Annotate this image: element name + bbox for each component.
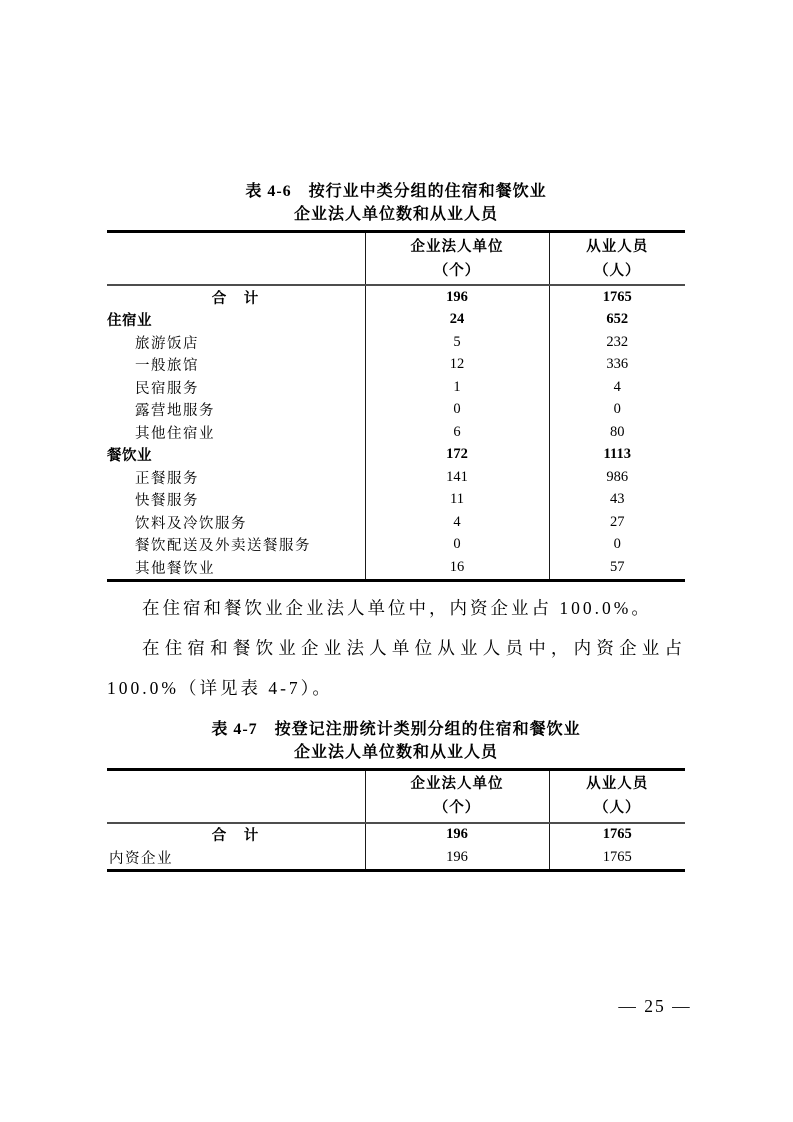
header-persons <box>549 232 685 286</box>
row-units-value: 6 <box>365 421 549 444</box>
table-row <box>107 399 685 422</box>
header-units <box>365 232 549 286</box>
header-persons <box>549 769 685 823</box>
row-units-value: 196 <box>365 823 549 847</box>
table-row <box>107 823 685 847</box>
row-label: 一般旅馆 <box>135 358 199 375</box>
table-row <box>107 376 685 399</box>
row-units-value: 0 <box>365 534 549 557</box>
header-stub-cell <box>107 769 365 823</box>
table-row <box>107 846 685 870</box>
header-units <box>365 769 549 823</box>
row-label: 合 计 <box>211 828 260 845</box>
row-persons-value: 1113 <box>549 444 685 467</box>
row-persons-value: 986 <box>549 466 685 489</box>
row-persons-value: 1765 <box>549 823 685 847</box>
header-persons-line2: （人） <box>594 262 641 279</box>
body-paragraph-1-text: 在住宿和餐饮业企业法人单位中，内资企业占 100.0%。 <box>142 597 652 618</box>
table-row <box>107 285 685 309</box>
row-label: 餐饮配送及外卖送餐服务 <box>135 538 311 555</box>
table-header-row <box>107 232 685 286</box>
header-units-line1: 企业法人单位 <box>410 238 504 255</box>
header-persons-line1: 从业人员 <box>586 776 649 792</box>
table-row <box>107 466 685 489</box>
row-label: 旅游饭店 <box>135 335 199 352</box>
table-row <box>107 309 685 332</box>
header-stub-cell <box>107 232 365 286</box>
table-4-7-title-line1: 表 4-7 按登记注册统计类别分组的住宿和餐饮业 <box>211 720 581 738</box>
body-paragraph-2-line2: 100.0%（详见表 4-7）。 <box>107 677 333 698</box>
table-4-7-title-line2: 企业法人单位数和从业人员 <box>293 743 498 761</box>
row-units-value: 1 <box>365 376 549 399</box>
row-persons-value: 1765 <box>549 285 685 309</box>
row-units-value: 5 <box>365 331 549 354</box>
header-units-line1: 企业法人单位 <box>410 776 504 792</box>
table-row <box>107 421 685 444</box>
row-label: 内资企业 <box>109 850 173 867</box>
row-label: 饮料及冷饮服务 <box>135 515 247 532</box>
row-persons-value: 27 <box>549 511 685 534</box>
table-4-7-title <box>107 718 685 764</box>
table-4-7 <box>107 768 685 872</box>
row-persons-value: 1765 <box>549 846 685 870</box>
row-units-value: 4 <box>365 511 549 534</box>
row-persons-value: 652 <box>549 309 685 332</box>
table-row <box>107 556 685 580</box>
table-row <box>107 444 685 467</box>
row-label: 合 计 <box>211 290 260 307</box>
header-persons-line2: （人） <box>594 800 641 816</box>
body-paragraph-1 <box>107 588 685 628</box>
body-paragraph-2-line1: 在住宿和餐饮业企业法人单位从业人员中，内资企业占 <box>142 637 685 658</box>
row-label: 其他餐饮业 <box>135 560 215 577</box>
table-row <box>107 489 685 512</box>
table-4-6 <box>107 230 685 582</box>
row-label: 露营地服务 <box>135 403 215 420</box>
row-persons-value: 4 <box>549 376 685 399</box>
row-label: 快餐服务 <box>135 493 199 510</box>
row-units-value: 0 <box>365 399 549 422</box>
table-row <box>107 511 685 534</box>
table-row <box>107 534 685 557</box>
row-persons-value: 57 <box>549 556 685 580</box>
header-persons-line1: 从业人员 <box>586 238 649 255</box>
row-persons-value: 336 <box>549 354 685 377</box>
table-header-row <box>107 769 685 823</box>
row-persons-value: 0 <box>549 534 685 557</box>
row-label: 住宿业 <box>107 313 152 330</box>
table-row <box>107 331 685 354</box>
header-units-line2: （个） <box>433 262 481 279</box>
row-units-value: 196 <box>365 285 549 309</box>
table-4-6-title-line2: 企业法人单位数和从业人员 <box>293 206 498 223</box>
row-label: 餐饮业 <box>107 448 152 465</box>
row-persons-value: 43 <box>549 489 685 512</box>
row-units-value: 16 <box>365 556 549 580</box>
row-label: 民宿服务 <box>135 380 199 397</box>
row-persons-value: 80 <box>549 421 685 444</box>
table-row <box>107 354 685 377</box>
table-4-6-title-line1: 表 4-6 按行业中类分组的住宿和餐饮业 <box>245 183 547 200</box>
page-number: — 25 — <box>618 996 692 1016</box>
row-units-value: 172 <box>365 444 549 467</box>
row-units-value: 24 <box>365 309 549 332</box>
row-units-value: 12 <box>365 354 549 377</box>
row-units-value: 141 <box>365 466 549 489</box>
row-units-value: 11 <box>365 489 549 512</box>
row-persons-value: 0 <box>549 399 685 422</box>
page-content <box>107 0 685 872</box>
row-label: 正餐服务 <box>135 470 199 487</box>
header-units-line2: （个） <box>433 800 481 816</box>
body-paragraph-2 <box>107 628 685 708</box>
row-label: 其他住宿业 <box>135 425 215 442</box>
row-persons-value: 232 <box>549 331 685 354</box>
row-units-value: 196 <box>365 846 549 870</box>
table-4-6-title <box>107 180 685 226</box>
